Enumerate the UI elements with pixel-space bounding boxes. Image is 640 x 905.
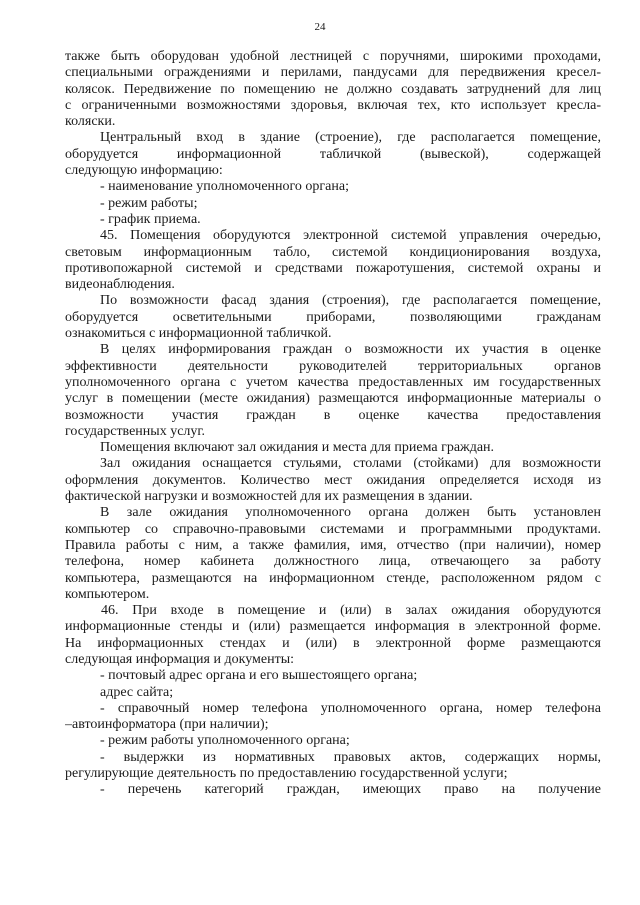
text-line: государственных услуг.	[65, 423, 206, 439]
text-line: следующая информация и документы:	[65, 651, 295, 667]
text-line: следующую информацию:	[65, 163, 223, 179]
text-line: - наименование уполномоченного органа;	[100, 179, 349, 195]
text-line: оборудуется осветительными приборами, позволяющими гражданам	[65, 309, 601, 325]
text-line: В зале ожидания уполномоченного органа должен быть установлен	[100, 505, 601, 521]
text-line: коляски.	[65, 114, 116, 130]
text-line: уполномоченного органа с учетом качества предоставленных им государственных	[65, 374, 601, 390]
text-line: также быть оборудован удобной лестницей с поручнями, широкими проходами,	[65, 49, 601, 64]
text-line: специальными ограждениями и перилами, пандусами для передвижения кресел-	[65, 65, 601, 81]
text-line: 46. При входе в помещение и (или) в залах ожидания оборудуются	[101, 603, 601, 619]
text-line: фактической нагрузки и возможностей для их размещения в здании.	[65, 489, 473, 505]
text-line: Помещения включают зал ожидания и места для приема граждан.	[100, 440, 495, 456]
text-line: В целях информирования граждан о возможности их участия в оценке	[100, 342, 601, 358]
text-line: телефона, номер кабинета должностного лица, отвечающего за работу	[65, 554, 601, 570]
text-line: колясок. Передвижение по помещению не должно создавать затруднений для лиц	[65, 81, 601, 97]
text-line: с ограниченными возможностями здоровья, включая тех, кто использует кресла-	[65, 97, 601, 113]
text-line: Правила работы с ним, а также фамилия, имя, отчество (при наличии), номер	[65, 537, 601, 553]
text-line: возможности участия граждан в оценке качества предоставления	[65, 407, 601, 423]
text-line: - почтовый адрес органа и его вышестоящего органа;	[100, 668, 418, 684]
text-line: 45. Помещения оборудуются электронной системой управления очередью,	[100, 228, 601, 244]
text-line: По возможности фасад здания (строения), где располагается помещение,	[100, 293, 601, 309]
text-line: - выдержки из нормативных правовых актов, содержащих нормы,	[100, 749, 601, 765]
text-line: регулирующие деятельность по предоставлению государственной услуги;	[65, 766, 508, 782]
text-line: компьютером.	[65, 586, 150, 602]
text-line: световым информационным табло, системой кондиционирования воздуха,	[65, 244, 601, 260]
text-line: информационные стенды и (или) размещается информация в электронной форме.	[65, 619, 601, 635]
page-number: 24	[314, 21, 326, 33]
text-line: Зал ожидания оснащается стульями, столами (стойками) для возможности	[100, 456, 601, 472]
text-line: - справочный номер телефона уполномоченного органа, номер телефона	[100, 700, 601, 716]
text-line: –автоинформатора (при наличии);	[65, 717, 269, 733]
text-line: - режим работы уполномоченного органа;	[100, 733, 350, 749]
text-line: оборудуется информационной табличкой (вывеской), содержащей	[65, 146, 601, 162]
text-line: компьютера, размещаются на информационном стенде, расположенном рядом с	[65, 570, 601, 586]
text-line: ознакомиться с информационной табличкой.	[65, 326, 332, 342]
text-line: - режим работы;	[100, 195, 198, 211]
text-line: компьютер со справочно-правовыми системами и программными продуктами.	[65, 521, 601, 537]
text-line: На информационных стендах и (или) в электронной форме размещаются	[65, 635, 601, 651]
text-line: противопожарной системой и средствами пожаротушения, системой охраны и	[65, 260, 601, 276]
text-line: услуг в помещении (месте ожидания) размещаются информационные материалы о	[65, 391, 601, 407]
text-line: эффективности деятельности руководителей территориальных органов	[65, 358, 601, 374]
text-line: оформления документов. Количество мест ожидания определяется исходя из	[65, 472, 601, 488]
text-line: - график приема.	[100, 211, 201, 227]
document-body	[65, 49, 601, 799]
text-line: - перечень категорий граждан, имеющих право на получение	[100, 782, 601, 798]
text-line: Центральный вход в здание (строение), где располагается помещение,	[100, 130, 601, 146]
text-line: видеонаблюдения.	[65, 277, 175, 293]
text-line: адрес сайта;	[100, 684, 174, 700]
